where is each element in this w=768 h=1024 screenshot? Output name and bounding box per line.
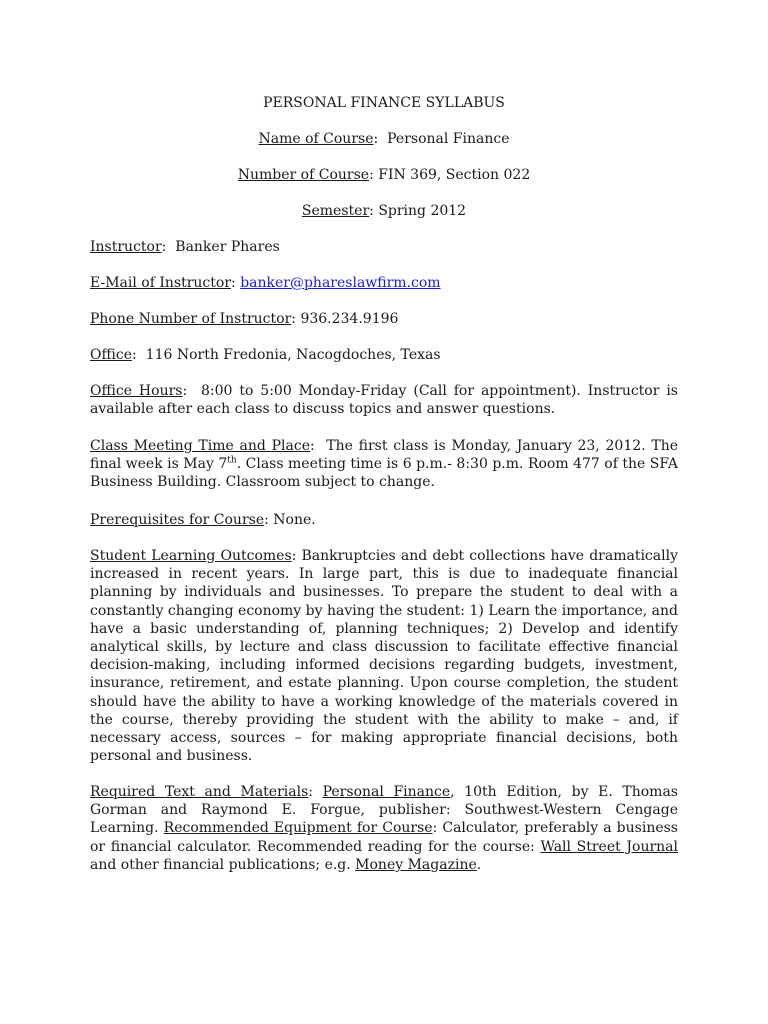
prerequisites-label: Prerequisites for Course xyxy=(90,512,265,528)
reading-money-magazine: Money Magazine xyxy=(355,856,477,873)
equipment-value: : Calculator, preferably a business or financial calculator. Recommended reading for the course: xyxy=(90,820,678,855)
course-number-value: FIN 369, Section 022 xyxy=(378,167,531,183)
book-details: , 10th Edition, by E. Thomas Gorman and Raymond E. Forgue, publisher: Southwest-Western Cengage Learning. xyxy=(90,784,678,837)
class-meeting-value-2: . Class meeting time is 6 p.m.- 8:30 p.m. Room 477 of the SFA Business Building. Classroom subject to change. xyxy=(90,456,678,491)
course-number-row: Number of Course: FIN 369, Section 022 xyxy=(237,167,531,183)
office-value: 116 North Fredonia, Nacogdoches, Texas xyxy=(145,347,441,363)
course-number-label: Number of Course xyxy=(237,167,370,183)
semester-row: Semester: Spring 2012 xyxy=(301,203,467,219)
prerequisites-value: None. xyxy=(273,512,316,528)
document-title: PERSONAL FINANCE SYLLABUS xyxy=(263,95,505,111)
class-meeting-paragraph: Class Meeting Time and Place: The first class is Monday, January 23, 2012. The final week is May 7th. Class meeting time is 6 p.m.- 8:30 p.m. Room 477 of the SFA Business Building. Classroom subject to change. xyxy=(90,438,678,491)
email-row: E-Mail of Instructor: banker@phareslawfirm.com xyxy=(90,275,441,291)
equipment-label: Recommended Equipment for Course xyxy=(163,820,433,837)
materials-label: Required Text and Materials xyxy=(90,784,309,800)
phone-label: Phone Number of Instructor xyxy=(90,311,292,327)
semester-value: Spring 2012 xyxy=(378,203,467,219)
course-name-label: Name of Course xyxy=(258,131,374,147)
instructor-value: Banker Phares xyxy=(175,239,280,255)
book-title: Personal Finance xyxy=(322,784,451,800)
email-label: E-Mail of Instructor xyxy=(90,275,232,291)
office-hours-paragraph: Office Hours: 8:00 to 5:00 Monday-Friday (Call for appointment). Instructor is available after each class to discuss topics and answer questions. xyxy=(90,383,678,418)
class-meeting-value-1: The first class is Monday, January 23, 2012. The final week is May 7 xyxy=(90,438,678,473)
office-hours-label: Office Hours xyxy=(90,383,183,399)
reading-mid: and other financial publications; e.g. xyxy=(90,856,351,873)
course-name-row: Name of Course: Personal Finance xyxy=(258,131,510,147)
class-meeting-label: Class Meeting Time and Place xyxy=(90,438,310,454)
learning-outcomes-value: Bankruptcies and debt collections have dramatically increased in recent years. In large part, this is due to inadequate financial planning by individuals and businesses. To prepare the student to deal with a constantly changing economy by having the student: 1) Learn the importance, and have a basic understanding of, planning techniques; 2) Develop and identify analytical skills, by lecture and class discussion to facilitate effective financial decision-making, including informed decisions regarding budgets, investment, insurance, retirement, and estate planning. Upon course completion, the student should have the ability to have a working knowledge of the materials covered in the course, thereby providing the student with the ability to make – and, if necessary access, sources – for making appropriate financial decisions, both personal and business. xyxy=(90,548,678,765)
course-name-value: Personal Finance xyxy=(387,131,510,147)
office-row: Office: 116 North Fredonia, Nacogdoches, Texas xyxy=(90,347,441,363)
instructor-label: Instructor xyxy=(90,239,162,255)
learning-outcomes-paragraph: Student Learning Outcomes: Bankruptcies and debt collections have dramatically increased in recent years. In large part, this is due to inadequate financial planning by individuals and businesses. To prepare the student to deal with a constantly changing economy by having the student: 1) Learn the importance, and have a basic understanding of, planning techniques; 2) Develop and identify analytical skills, by lecture and class discussion to facilitate effective financial decision-making, including informed decisions regarding budgets, investment, insurance, retirement, and estate planning. Upon course completion, the student should have the ability to have a working knowledge of the materials covered in the course, thereby providing the student with the ability to make – and, if necessary access, sources – for making appropriate financial decisions, both personal and business. xyxy=(90,548,678,765)
reading-end: . xyxy=(476,856,482,873)
reading-wsj: Wall Street Journal xyxy=(540,838,678,855)
office-hours-value: 8:00 to 5:00 Monday-Friday (Call for appointment). Instructor is available after each class to discuss topics and answer questions. xyxy=(90,383,678,418)
prerequisites-row: Prerequisites for Course: None. xyxy=(90,512,316,528)
office-label: Office xyxy=(90,347,133,363)
instructor-row: Instructor: Banker Phares xyxy=(90,239,280,255)
class-meeting-superscript: th xyxy=(227,455,237,466)
materials-paragraph: Required Text and Materials: Personal Finance, 10th Edition, by E. Thomas Gorman and Raymond E. Forgue, publisher: Southwest-Western Cengage Learning. Recommended Equipment for Course: Calculator, preferably a business or financial calculator. Recommended reading for the course: Wall Street Journal and other financial publications; e.g. Money Magazine. xyxy=(90,784,678,873)
learning-outcomes-label: Student Learning Outcomes xyxy=(90,548,292,564)
phone-value: 936.234.9196 xyxy=(300,311,399,327)
semester-label: Semester xyxy=(301,203,370,219)
email-link[interactable]: banker@phareslawfirm.com xyxy=(240,275,441,291)
phone-row: Phone Number of Instructor: 936.234.9196 xyxy=(90,311,399,327)
